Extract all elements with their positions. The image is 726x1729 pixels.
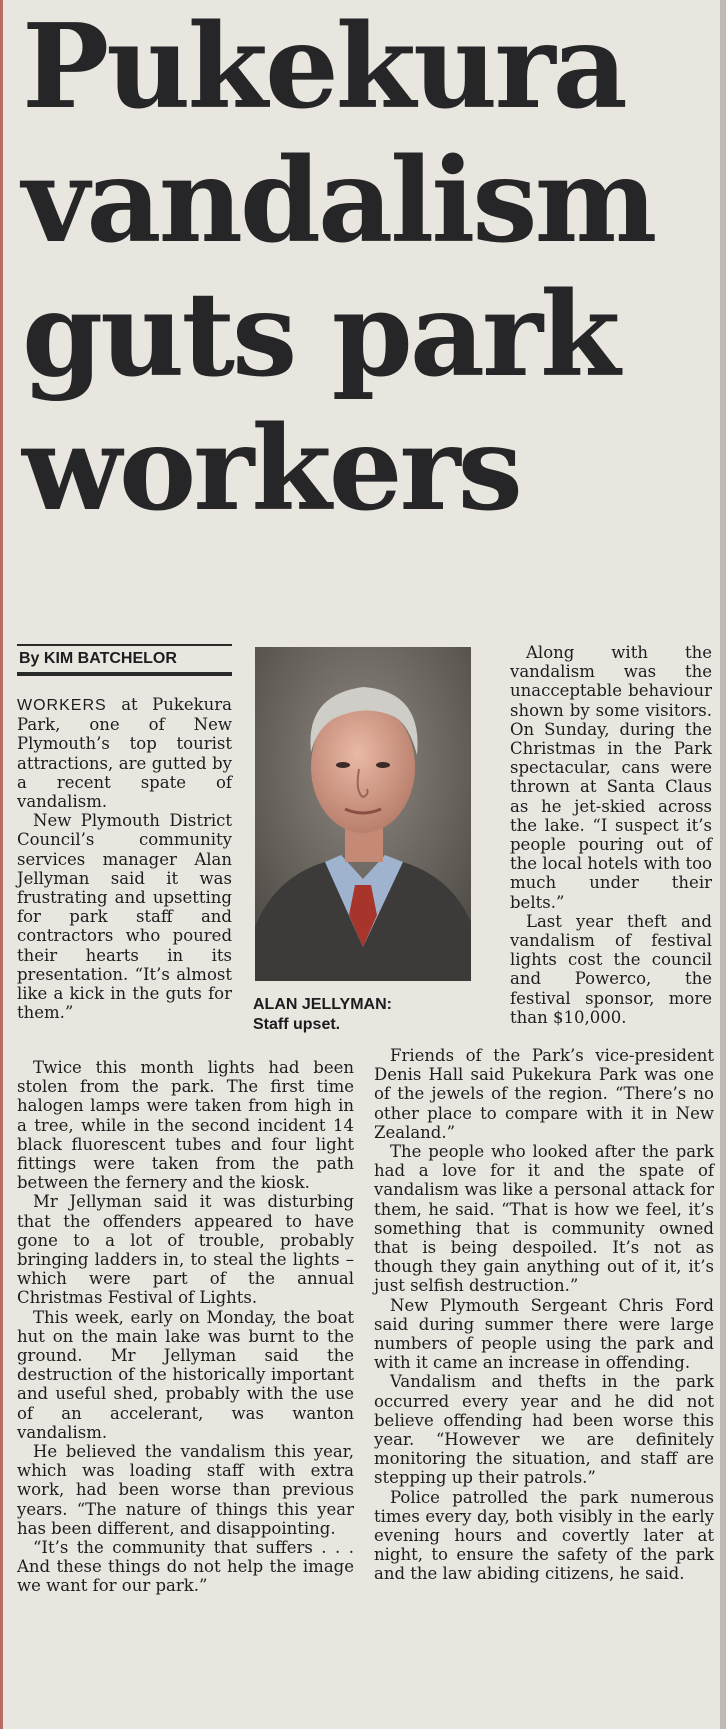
paragraph: This week, early on Monday, the boat hut on the main lake was burnt to the ground. Mr Jellyman said the destruction of the historically important and useful shed, probably with the use of an accelerant, was wanton vandalism. [17,1307,354,1442]
paragraph: “It’s the community that suffers . . . And these things do not help the image we want for our park.” [17,1538,354,1596]
paragraph: Along with the vandalism was the unacceptable behaviour shown by some visitors. On Sunday, during the Christmas in the Park spectacular, cans were thrown at Santa Claus as he jet-skied across the lake. “I suspect it’s people pouring out of the local hotels with too much under their belts.” [510,643,712,912]
paragraph: Last year theft and vandalism of festival lights cost the council and Powerco, the festival sponsor, more than $10,000. [510,911,712,1027]
paragraph: Vandalism and thefts in the park occurred every year and he did not believe offending had been worse this year. “However we are definitely monitoring the situation, and staff are stepping up their patrols.” [374,1372,714,1488]
lead-word: WORKERS [17,697,107,714]
lead-text: at Pukekura Park, one of New Plymouth’s top tourist attractions, are gutted by a recent spate of vandalism. [17,695,232,812]
headline-line-1: Pukekura [22,0,625,135]
portrait-illustration [255,647,471,981]
paragraph: The people who looked after the park had a love for it and the spate of vandalism was like a personal attack for them, he said. “That is how we feel, it’s something that is community owned that is being despoiled. It’s not as though they gain anything out of it, it’s just selfish destruction.” [374,1142,714,1296]
photo-caption [253,995,493,1035]
clipping-right-edge [720,0,726,1729]
paragraph: Mr Jellyman said it was disturbing that the offenders appeared to have gone to a lot of trouble, probably bringing ladders in, to steal the lights – which were part of the annual Christmas Festival of Lights. [17,1192,354,1308]
column-left-bottom [17,1058,354,1596]
paragraph: He believed the vandalism this year, which was loading staff with extra work, had been worse than previous years. “The nature of things this year has been different, and disappointing. [17,1442,354,1538]
photo-caption-text: Staff upset. [253,1016,341,1033]
byline: By KIM BATCHELOR [17,644,232,676]
clipping-left-edge [0,0,3,1729]
photo-caption-name: ALAN JELLYMAN: [253,996,392,1013]
paragraph: Friends of the Park’s vice-president Denis Hall said Pukekura Park was one of the jewels of the region. “There’s no other place to compare with it in New Zealand.” [374,1046,714,1142]
paragraph: New Plymouth Sergeant Chris Ford said during summer there were large numbers of people using the park and with it came an increase in offending. [374,1295,714,1373]
headline-line-4: workers [22,401,520,537]
headline-line-2: vandalism [22,133,655,269]
column-3-top [510,643,712,1027]
paragraph: Police patrolled the park numerous times every day, both visibly in the early evening hours and covertly later at night, to ensure the safety of the park and the law abiding citizens, he said. [374,1487,714,1584]
headline-line-3: guts park [22,267,618,403]
paragraph: New Plymouth District Council’s community services manager Alan Jellyman said it was frustrating and upsetting for park staff and contractors who poured their hearts in its presentation. “It’s almost like a kick in the guts for them.” [17,811,232,1023]
lead-paragraph [17,695,232,811]
headline [22,0,712,536]
column-1-top [17,695,232,1022]
portrait-photo [255,647,471,981]
column-right-bottom [374,1046,714,1584]
paragraph: Twice this month lights had been stolen from the park. The first time halogen lamps were taken from high in a tree, while in the second incident 14 black fluorescent tubes and four light fittings were taken from the path between the fernery and the kiosk. [17,1058,354,1193]
